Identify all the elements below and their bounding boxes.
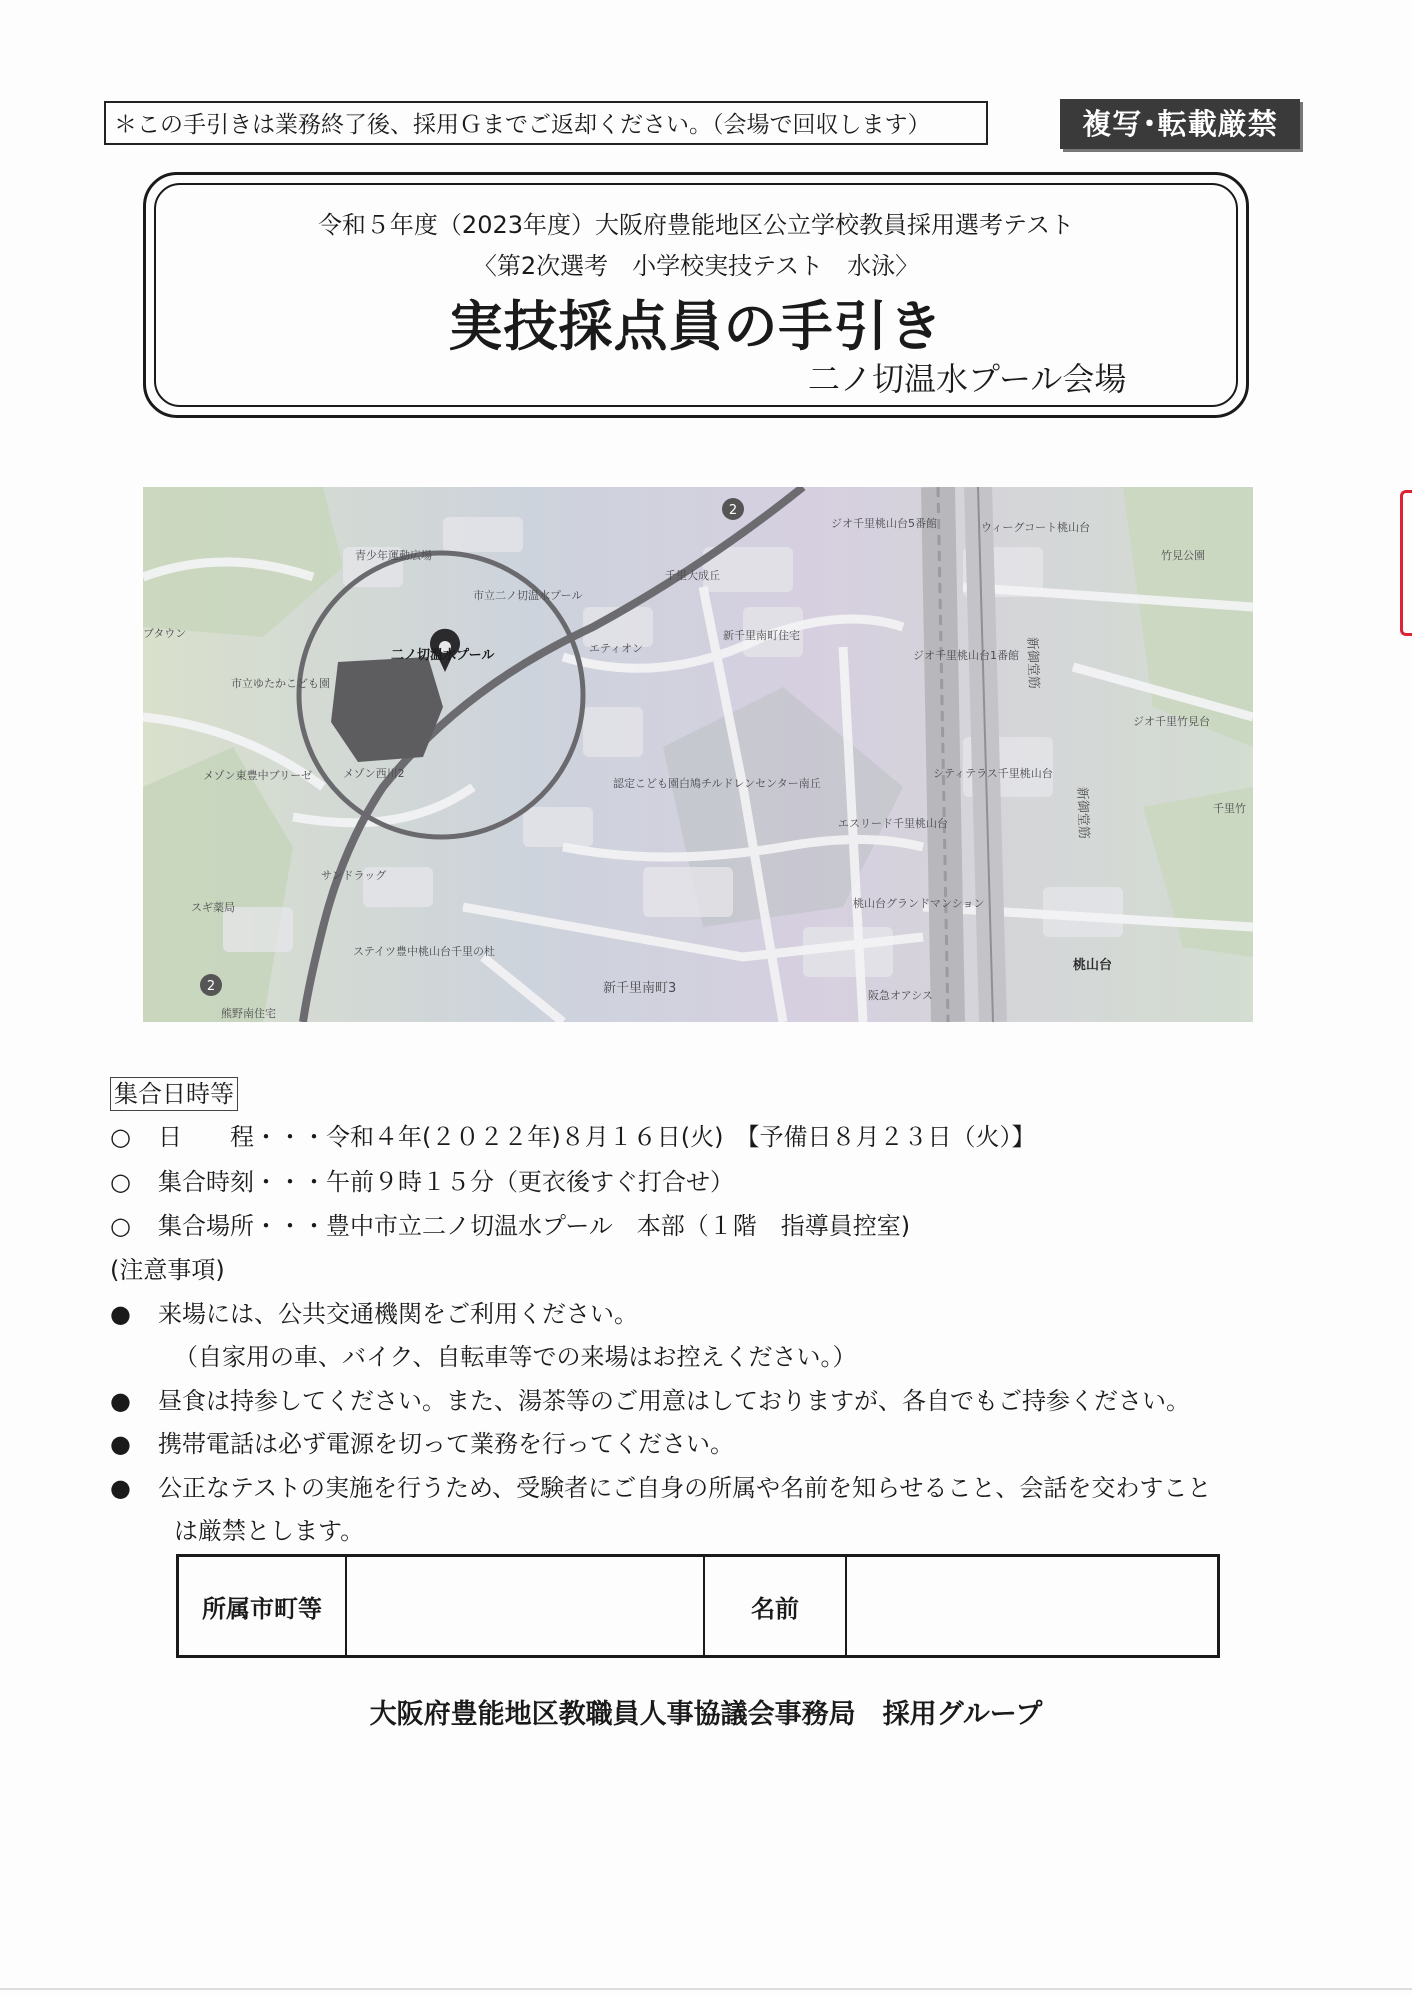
- note-item: ● 携帯電話は必ず電源を切って業務を行ってください。: [110, 1430, 734, 1458]
- map-label-sundrug: サンドラッグ: [321, 869, 387, 882]
- exam-subtitle: 令和５年度（2023年度）大阪府豊能地区公立学校教員採用選考テスト: [317, 211, 1075, 239]
- name-label: 名前: [704, 1556, 846, 1657]
- map-label-momoyama-grand: 桃山台グランドマンション: [853, 897, 985, 910]
- map-label-jio5: ジオ千里桃山台5番館: [831, 517, 937, 530]
- map-label-city-terrace: シティテラス千里桃山台: [933, 767, 1053, 780]
- affiliation-label: 所属市町等: [178, 1556, 347, 1657]
- note-item: ● 公正なテストの実施を行うため、受験者にご自身の所属や名前を知らせること、会話を交わすこと: [110, 1474, 1212, 1502]
- map-label-kumanominami: 熊野南住宅: [221, 1007, 276, 1020]
- map-label-shinsenri-minami3: 新千里南町3: [603, 981, 677, 996]
- map-label-shinmido-2: 新御堂筋: [1074, 786, 1091, 840]
- section-heading-assembly: 集合日時等: [110, 1077, 238, 1111]
- map-label-nintei: 認定こども園白鳩チルドレンセンター南丘: [613, 777, 821, 790]
- venue-name: 二ノ切温水プール会場: [808, 360, 1127, 398]
- note-item-continuation: は厳禁とします。: [174, 1517, 365, 1545]
- map-label-esreed: エスリード千里桃山台: [838, 817, 948, 830]
- map-label-senri-oka: 千里大成丘: [665, 569, 720, 582]
- note-item: ● 来場には、公共交通機関をご利用ください。: [110, 1300, 638, 1328]
- location-map: [143, 487, 1253, 1022]
- affiliation-field[interactable]: [346, 1556, 704, 1657]
- bullet-icon: ●: [110, 1474, 131, 1502]
- map-label-yutaka: 市立ゆたかこども園: [231, 677, 330, 690]
- return-notice: ＊この手引きは業務終了後、採用Ｇまでご返却ください。（会場で回収します）: [104, 101, 988, 145]
- circle-icon: ○: [110, 1123, 131, 1151]
- map-label-sugi: スギ薬局: [191, 901, 235, 914]
- map-label-meison-toyonaka: メゾン東豊中ブリーゼ: [203, 769, 313, 782]
- schedule-item: ○ 集合時刻・・・午前９時１５分（更衣後すぐ打合せ）: [110, 1168, 734, 1196]
- exam-category: 〈第2次選考 小学校実技テスト 水泳〉: [472, 252, 920, 280]
- bullet-icon: ●: [110, 1430, 131, 1458]
- no-copy-stamp: 複写･転載厳禁: [1060, 99, 1300, 149]
- map-label-momoyamadai: 桃山台: [1073, 958, 1113, 973]
- red-tab-mark: [1400, 490, 1412, 636]
- map-label-jio-take: ジオ千里竹見台: [1133, 715, 1210, 728]
- map-label-town: ブタウン: [143, 627, 187, 640]
- route-badge: 2: [206, 979, 216, 994]
- notes-heading: (注意事項): [110, 1256, 225, 1284]
- note-item: ● 昼食は持参してください。また、湯茶等のご用意はしておりますが、各自でもご持参ください。: [110, 1387, 1190, 1415]
- map-label-pool: 二ノ切温水プール: [391, 648, 495, 663]
- note-item-continuation: （自家用の車、バイク、自転車等での来場はお控えください。）: [174, 1343, 857, 1371]
- map-label-steitsu: ステイツ豊中桃山台千里の杜: [353, 945, 496, 958]
- schedule-item: ○ 集合場所・・・豊中市立二ノ切温水プール 本部（１階 指導員控室): [110, 1212, 911, 1240]
- map-label-hankyu-oasis: 阪急オアシス: [868, 989, 933, 1002]
- page-title: 実技採点員の手引き: [448, 295, 944, 358]
- name-field[interactable]: [846, 1556, 1219, 1657]
- circle-icon: ○: [110, 1212, 131, 1240]
- map-label-takemi-park: 竹見公園: [1161, 549, 1205, 562]
- circle-icon: ○: [110, 1168, 131, 1196]
- map-label-seishonen: 青少年運動広場: [355, 549, 432, 562]
- page-edge: [0, 1988, 1412, 1990]
- map-label-pool-small: 市立二ノ切温水プール: [473, 589, 583, 602]
- map-label-etion: エティオン: [589, 642, 644, 655]
- map-label-meison-nishikawa: メゾン西川2: [343, 767, 405, 780]
- map-label-senri-take: 千里竹: [1213, 802, 1246, 815]
- signature-form: [176, 1554, 1220, 1658]
- map-label-shinsenri-minami: 新千里南町住宅: [723, 629, 800, 642]
- map-label-wig: ウィーグコート桃山台: [981, 521, 1091, 534]
- schedule-item: ○ 日 程・・・令和４年(２０２２年)８月１６日(火) 【予備日８月２３日（火）】: [110, 1123, 1036, 1151]
- bullet-icon: ●: [110, 1387, 131, 1415]
- route-badge: 2: [728, 503, 738, 518]
- bullet-icon: ●: [110, 1300, 131, 1328]
- map-label-jio1: ジオ千里桃山台1番館: [913, 649, 1019, 662]
- map-label-shinmido-1: 新御堂筋: [1024, 636, 1041, 690]
- issuer: 大阪府豊能地区教職員人事協議会事務局 採用グループ: [369, 1699, 1043, 1730]
